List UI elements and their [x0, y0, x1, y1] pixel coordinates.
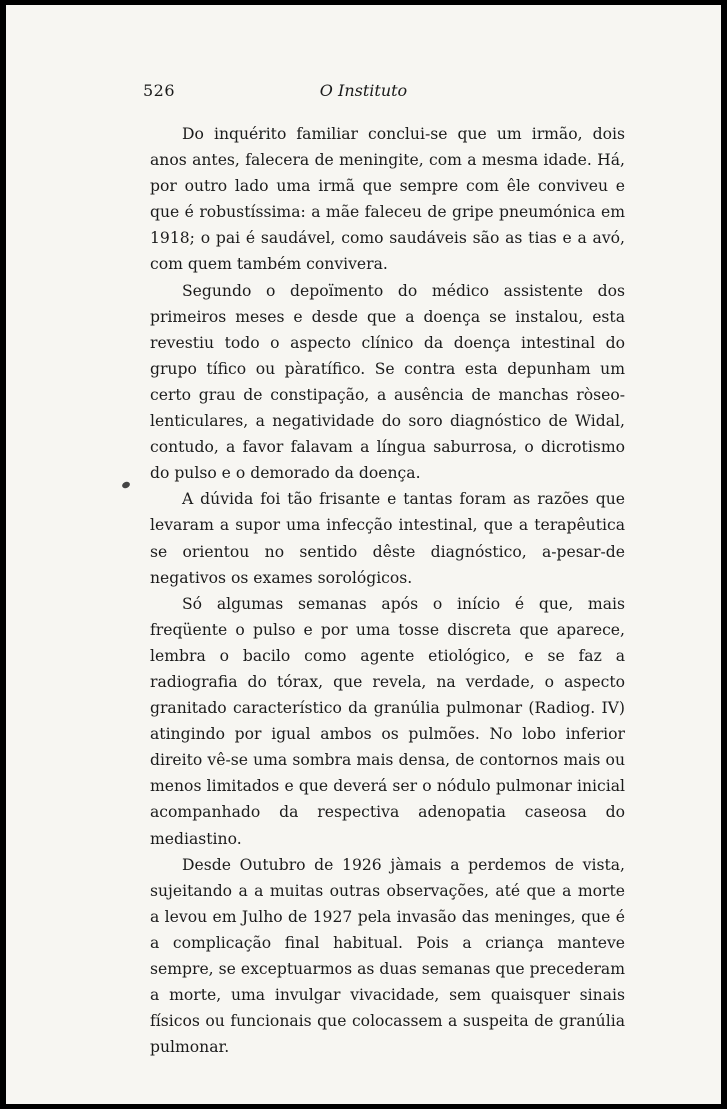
- paragraph-family-history: Do inquérito familiar conclui-se que um irmão, dois anos antes, falecera de meningite, com a mesma idade. Há, por outro lado uma irmã que sempre com êle conviveu e que é robustíssima: a mãe faleceu de gripe pneumónica em 1918; o pai é saudável, como saudáveis são as tias e a avó, com quem também convivera.: [150, 125, 625, 274]
- book-page: [6, 5, 721, 1104]
- paragraph-radiography: Só algumas semanas após o início é que, mais freqüente o pulso e por uma tosse discreta que aparece, lembra o bacilo como agente etiológico, e se faz a radiografia do tórax, que revela, na verdade, o aspecto granitado característico da granúlia pulmonar (Radiog. IV) atingindo por igual ambos os pulmões. No lobo inferior direito vê-se uma sombra mais densa, de contornos mais ou menos limitados e que deverá ser o nódulo pulmonar inicial acompanhado da respectiva adenopatia caseosa do mediastino.: [150, 594, 625, 848]
- journal-title: O Instituto: [319, 81, 408, 100]
- page-number: 526: [143, 81, 176, 100]
- paragraph-outcome: Desde Outubro de 1926 jàmais a perdemos de vista, sujeitando a a muitas outras observações, até que a morte a levou em Julho de 1927 pela invasão das meninges, que é a complicação final habitual. Pois a criança manteve sempre, se exceptuarmos as duas semanas que precederam a morte, uma invulgar vivacidade, sem quaisquer sinais físicos ou funcionais que colocassem a suspeita de granúlia pulmonar.: [150, 855, 625, 1057]
- ink-spot: [121, 481, 131, 490]
- paragraph-clinical-course: Segundo o depoïmento do médico assistente dos primeiros meses e desde que a doença se instalou, esta revestiu todo o aspecto clínico da doença intestinal do grupo tífico ou pàratífico. Se contra esta depunham um certo grau de constipação, a ausência de manchas ròseo-lenticulares, a negatividade do soro diagnóstico de Widal, contudo, a favor falavam a língua saburrosa, o dicrotismo do pulso e o demorado da doença.: [150, 281, 625, 483]
- running-head: [6, 81, 721, 105]
- body-text: [150, 121, 625, 1060]
- paragraph-diagnostic-doubt: A dúvida foi tão frisante e tantas foram as razões que levaram a supor uma infecção intestinal, que a terapêutica se orientou no sentido dêste diagnóstico, a-pesar-de negativos os exames sorológicos.: [150, 490, 625, 587]
